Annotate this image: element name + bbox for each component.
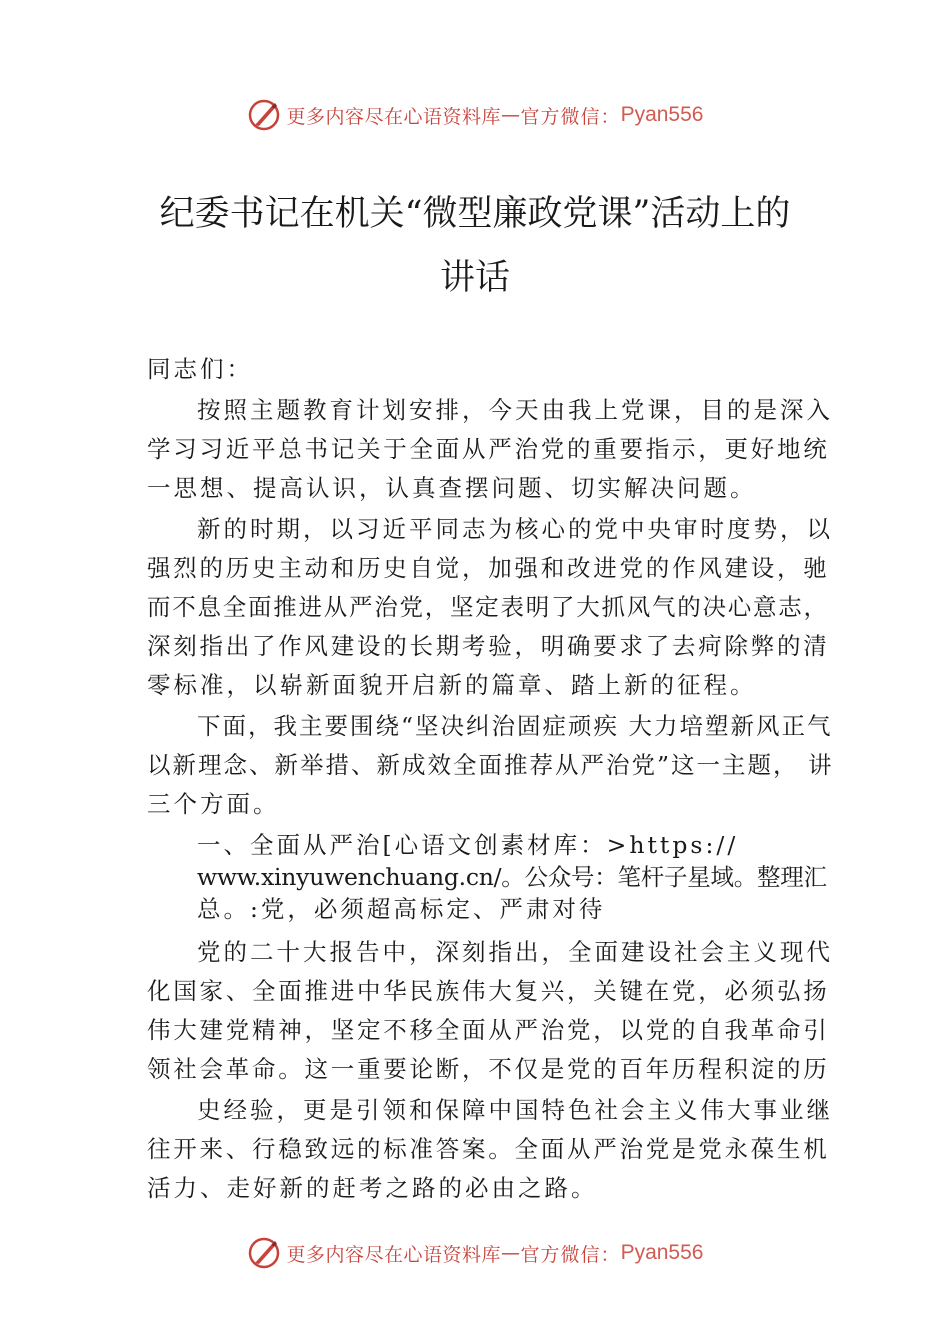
body-line: 深刻指出了作风建设的长期考验，明确要求了去疴除弊的清: [147, 632, 830, 660]
body-line: 活力、走好新的赶考之路的必由之路。: [147, 1174, 598, 1202]
body-line: 一思想、提高认识，认真查摆问题、切实解决问题。: [147, 474, 757, 502]
body-line: 三个方面。: [147, 790, 280, 818]
body-line: 以新理念、新举措、新成效全面推荐从严治党”这一主题， 讲: [147, 751, 834, 779]
banner-wechat-id: Pyan556: [620, 103, 704, 126]
banner-text: 更多内容尽在心语资料库: [286, 105, 502, 128]
body-line: 零标准，以崭新面貌开启新的篇章、踏上新的征程。: [147, 671, 757, 699]
body-line: 化国家、全面推进中华民族伟大复兴，关键在党，必须弘扬: [147, 977, 830, 1005]
salutation: 同志们：: [147, 355, 253, 383]
body-line: 党的二十大报告中，深刻指出，全面建设社会主义现代: [197, 938, 833, 966]
body-line: 伟大建党精神，坚定不移全面从严治党，以党的自我革命引: [147, 1016, 830, 1044]
header-banner: [0, 95, 950, 135]
banner-wechat-id: Pyan556: [620, 1241, 704, 1264]
quill-logo-icon: [247, 98, 281, 132]
section-heading-line: 一、全面从严治[心语文创素材库：>https://: [197, 831, 739, 859]
banner-wechat-label: 官方微信：: [520, 1243, 621, 1266]
document-title-line-2: 讲话: [439, 258, 510, 298]
body-line: 新的时期，以习近平同志为核心的党中央审时度势，以: [197, 515, 833, 543]
body-line: 学习习近平总书记关于全面从严治党的重要指示，更好地统: [147, 435, 830, 463]
quill-logo-icon: [247, 1236, 281, 1270]
body-line: 史经验，更是引领和保障中国特色社会主义伟大事业继: [197, 1096, 833, 1124]
banner-wechat-label: 官方微信：: [520, 105, 621, 128]
body-line: 往开来、行稳致远的标准答案。全面从严治党是党永葆生机: [147, 1135, 830, 1163]
document-title-line-1: 纪委书记在机关“微型廉政党课”活动上的: [159, 194, 791, 234]
body-line: 按照主题教育计划安排，今天由我上党课，目的是深入: [197, 396, 833, 424]
banner-text: 更多内容尽在心语资料库: [286, 1243, 502, 1266]
section-heading-line: www.xinyuwenchuang.cn/。公众号：笔杆子星域。整理汇: [197, 863, 827, 891]
banner-dash: —: [501, 1242, 521, 1264]
body-line: 下面，我主要围绕“坚决纠治固症顽疾 大力培塑新风正气: [197, 712, 833, 740]
banner-dash: —: [501, 104, 521, 126]
section-heading-line: 总。:党，必须超高标定、严肃对待: [197, 895, 606, 923]
body-line: 强烈的历史主动和历史自觉，加强和改进党的作风建设，驰: [147, 554, 830, 582]
footer-banner: [0, 1233, 950, 1273]
body-line: 领社会革命。这一重要论断，不仅是党的百年历程积淀的历: [147, 1055, 830, 1083]
body-line: 而不息全面推进从严治党，坚定表明了大抓风气的决心意志，: [147, 593, 829, 621]
